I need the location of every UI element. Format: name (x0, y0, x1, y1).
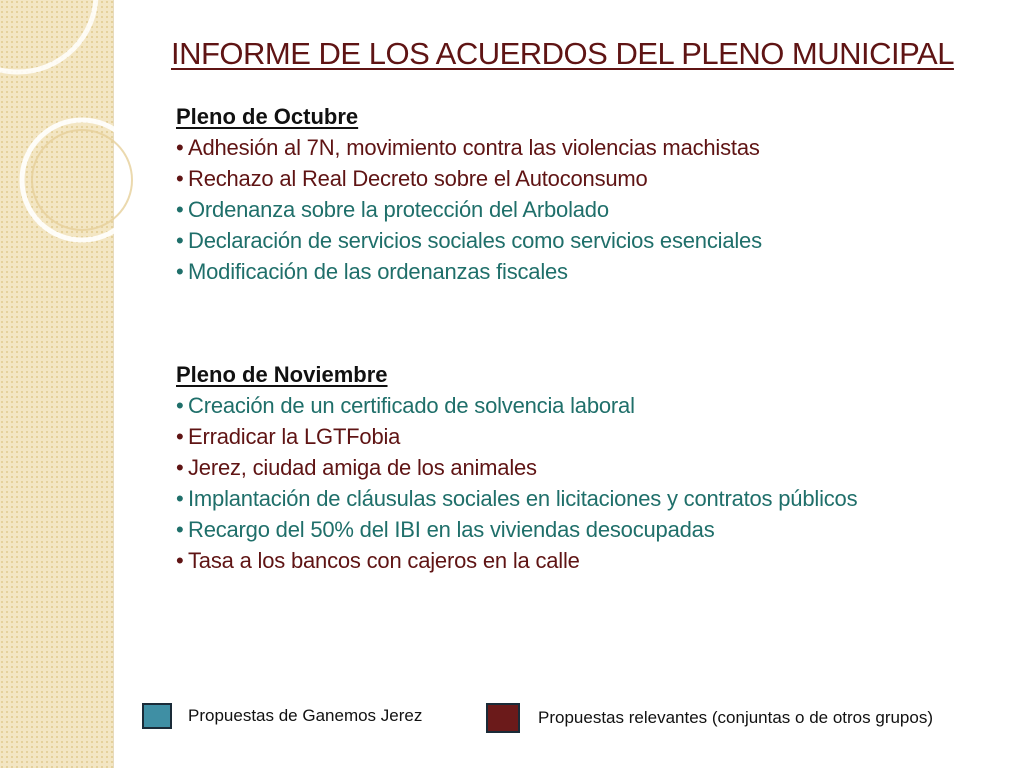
list-item (176, 545, 857, 576)
legend-ganemos (142, 703, 422, 729)
bullet-icon: • (176, 548, 184, 573)
list-item (176, 163, 762, 194)
bullet-icon: • (176, 166, 184, 191)
list-item (176, 390, 857, 421)
october-section (176, 101, 762, 287)
list-item (176, 421, 857, 452)
bullet-icon: • (176, 393, 184, 418)
legend-ganemos-label: Propuestas de Ganemos Jerez (188, 706, 423, 725)
list-item-text: Recargo del 50% del IBI en las viviendas desocupadas (188, 517, 715, 542)
list-item (176, 483, 857, 514)
legend-relevant-label: Propuestas relevantes (conjuntas o de otros grupos) (538, 708, 934, 727)
list-item (176, 452, 857, 483)
list-item (176, 225, 762, 256)
relevant-color-swatch (486, 703, 520, 733)
list-item-text: Modificación de las ordenanzas fiscales (188, 259, 568, 284)
page-title: INFORME DE LOS ACUERDOS DEL PLENO MUNICIPAL (171, 36, 954, 71)
bullet-icon: • (176, 424, 184, 449)
list-item-text: Adhesión al 7N, movimiento contra las violencias machistas (188, 135, 760, 160)
bullet-icon: • (176, 228, 184, 253)
bullet-icon: • (176, 197, 184, 222)
list-item (176, 194, 762, 225)
decorative-circles (0, 0, 150, 260)
bullet-icon: • (176, 517, 184, 542)
list-item-text: Tasa a los bancos con cajeros en la calle (188, 548, 580, 573)
list-item (176, 256, 762, 287)
list-item (176, 132, 762, 163)
november-heading: Pleno de Noviembre (176, 362, 388, 387)
list-item-text: Implantación de cláusulas sociales en licitaciones y contratos públicos (188, 486, 858, 511)
bullet-icon: • (176, 259, 184, 284)
november-list (176, 390, 857, 576)
list-item-text: Declaración de servicios sociales como servicios esenciales (188, 228, 762, 253)
october-list (176, 132, 762, 287)
list-item-text: Rechazo al Real Decreto sobre el Autoconsumo (188, 166, 648, 191)
list-item-text: Creación de un certificado de solvencia laboral (188, 393, 635, 418)
list-item-text: Ordenanza sobre la protección del Arbolado (188, 197, 609, 222)
bullet-icon: • (176, 486, 184, 511)
ganemos-color-swatch (142, 703, 172, 729)
list-item (176, 514, 857, 545)
november-section (176, 359, 857, 576)
bullet-icon: • (176, 135, 184, 160)
october-heading: Pleno de Octubre (176, 104, 359, 129)
list-item-text: Jerez, ciudad amiga de los animales (188, 455, 537, 480)
legend-relevant (486, 703, 933, 733)
bullet-icon: • (176, 455, 184, 480)
list-item-text: Erradicar la LGTFobia (188, 424, 401, 449)
